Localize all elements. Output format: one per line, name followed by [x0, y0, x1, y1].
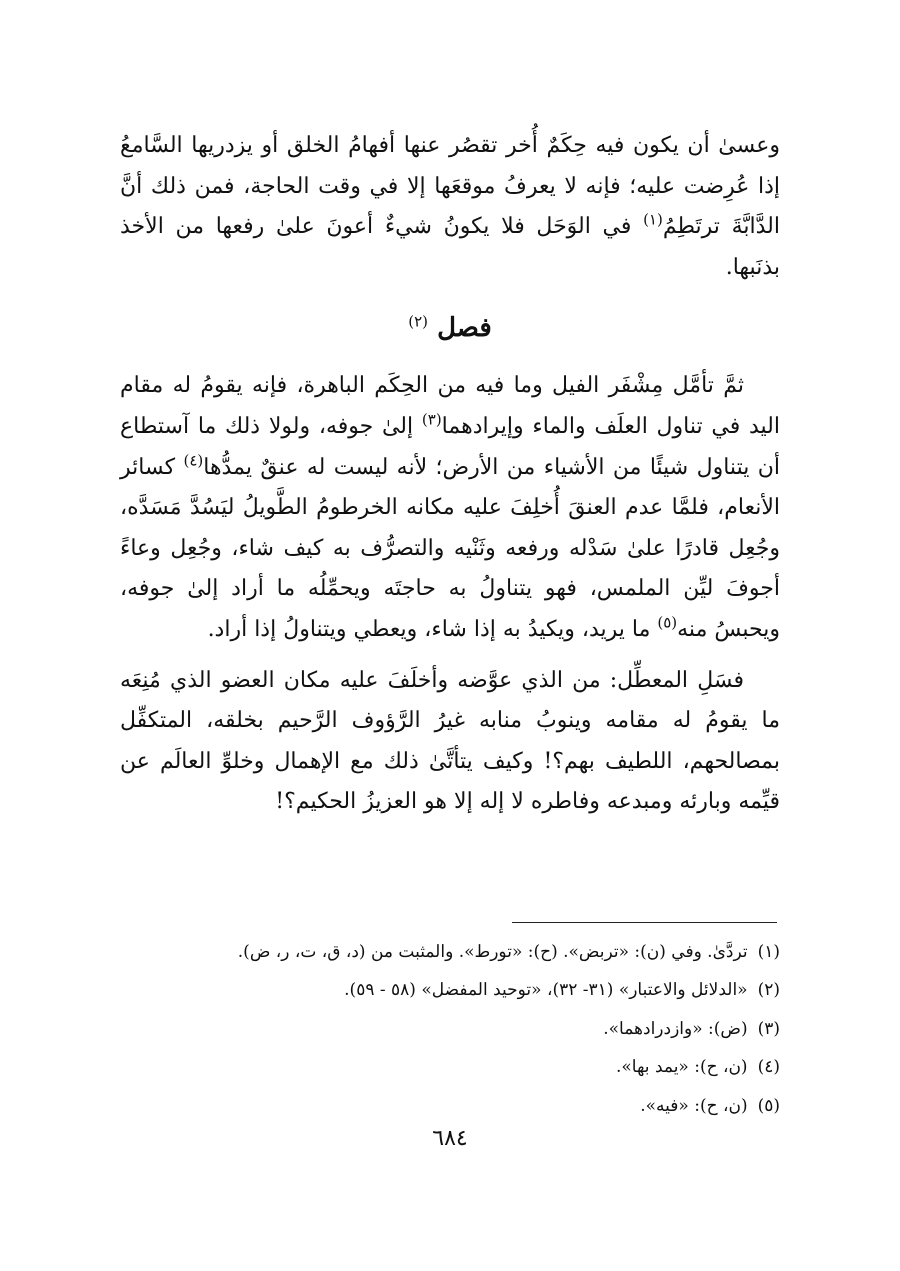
- footnote-text: (ن، ح): «يمد بها».: [615, 1057, 748, 1078]
- page-number: ٦٨٤: [432, 1126, 468, 1151]
- footnote-ref-1: (١): [643, 210, 663, 229]
- footnote-number: (٣): [757, 1018, 780, 1039]
- footnote-item: [120, 1087, 780, 1125]
- paragraph-1-text: وعسىٰ أن يكون فيه حِكَمٌ أُخر تقصُر عنها أفهامُ الخلق أو يزدريها السَّامعُ إذا عُرِضت عليه؛ فإنه لا يعرفُ موقعَها إلا في وقت الحاجة، فمن ذلك أنَّ الدَّابَّةَ ترتَطِمُ: [120, 133, 780, 240]
- footnote-text: تردَّىٰ. وفي (ن): «تربض». (ح): «تورط». والمثبت من (د، ق، ت، ر، ض).: [237, 942, 748, 962]
- footnote-separator: [512, 922, 777, 923]
- footnote-number: (٢): [757, 980, 780, 1001]
- section-heading: [120, 308, 780, 348]
- footnote-ref-5: (٥): [657, 613, 678, 632]
- paragraph-2-part-3: كسائر الأنعام، فلمَّا عدم العنقَ أُخلِفَ عليه مكانه الخرطومُ الطَّويلُ ليَسُدَّ مَسَدَّه، وجُعِل قادرًا علىٰ سَدْله ورفعه وثَنْيه والتصرُّف به كيف شاء، وجُعِل وعاءً أجوفَ ليِّن الملمس، فهو يتناولُ به حاجتَه ويحمِّلُه ما أراد إلىٰ جوفه، ويحبسُ منه: [120, 454, 780, 642]
- paragraph-1-continuation: في الوَحَل فلا يكونُ شيءٌ أعونَ علىٰ رفعها من الأخذ بذنَبها.: [120, 214, 780, 280]
- footnote-text: (ن، ح): «فيه».: [640, 1095, 748, 1116]
- footnote-number: (٤): [757, 1057, 780, 1078]
- footnote-text: (ض): «وازدرادهما».: [603, 1018, 748, 1039]
- paragraph-2-part-2: إلىٰ جوفه، ولولا ذلك ما آستطاع أن يتناول شيئًا من الأشياء من الأرض؛ لأنه ليست له عنقٌ يمدُّها: [120, 413, 780, 480]
- paragraph-3: فسَلِ المعطِّل: من الذي عوَّضه وأخلَفَ عليه مكان العضو الذي مُنِعَه ما يقومُ له مقامه وينوبُ منابه غيرُ الرَّؤوف الرَّحيم بخلقه، المتكفِّل بمصالحهم، اللطيف بهم؟! وكيف يتأتَّىٰ ذلك مع الإهمال وخلوِّ العالَم عن قيِّمه وبارئه ومبدعه وفاطره لا إله إلا هو العزيزُ الحكيم؟!: [120, 667, 780, 815]
- footnote-number: (١): [757, 942, 780, 962]
- main-text: [120, 126, 780, 823]
- paragraph-2-part-1: ثمَّ تأمَّل مِشْفَر الفيل وما فيه من الحِكَم الباهرة، فإنه يقومُ له مقام اليد في تناول العلَف والماء وإيرادهما: [120, 373, 780, 439]
- footnote-item: [120, 1048, 780, 1086]
- footnotes: [120, 933, 780, 1125]
- footnote-ref-2: (٢): [408, 312, 429, 331]
- paragraph-1: [120, 126, 780, 288]
- footnote-ref-4: (٤): [183, 451, 204, 470]
- footnote-ref-3: (٣): [421, 410, 442, 429]
- paragraph-2-part-4: ما يريد، ويكيدُ به إذا شاء، ويعطي ويتناولُ إذا أراد.: [207, 616, 658, 642]
- footnote-item: [120, 971, 780, 1009]
- paragraph-2: [120, 366, 780, 650]
- footnote-item: [120, 933, 780, 971]
- footnote-item: [120, 1010, 780, 1048]
- footnote-text: «الدلائل والاعتبار» (٣١- ٣٢)، «توحيد المفضل» (٥٨ - ٥٩).: [344, 980, 748, 1001]
- section-heading-title: فصل: [437, 313, 492, 344]
- footnote-number: (٥): [757, 1095, 780, 1116]
